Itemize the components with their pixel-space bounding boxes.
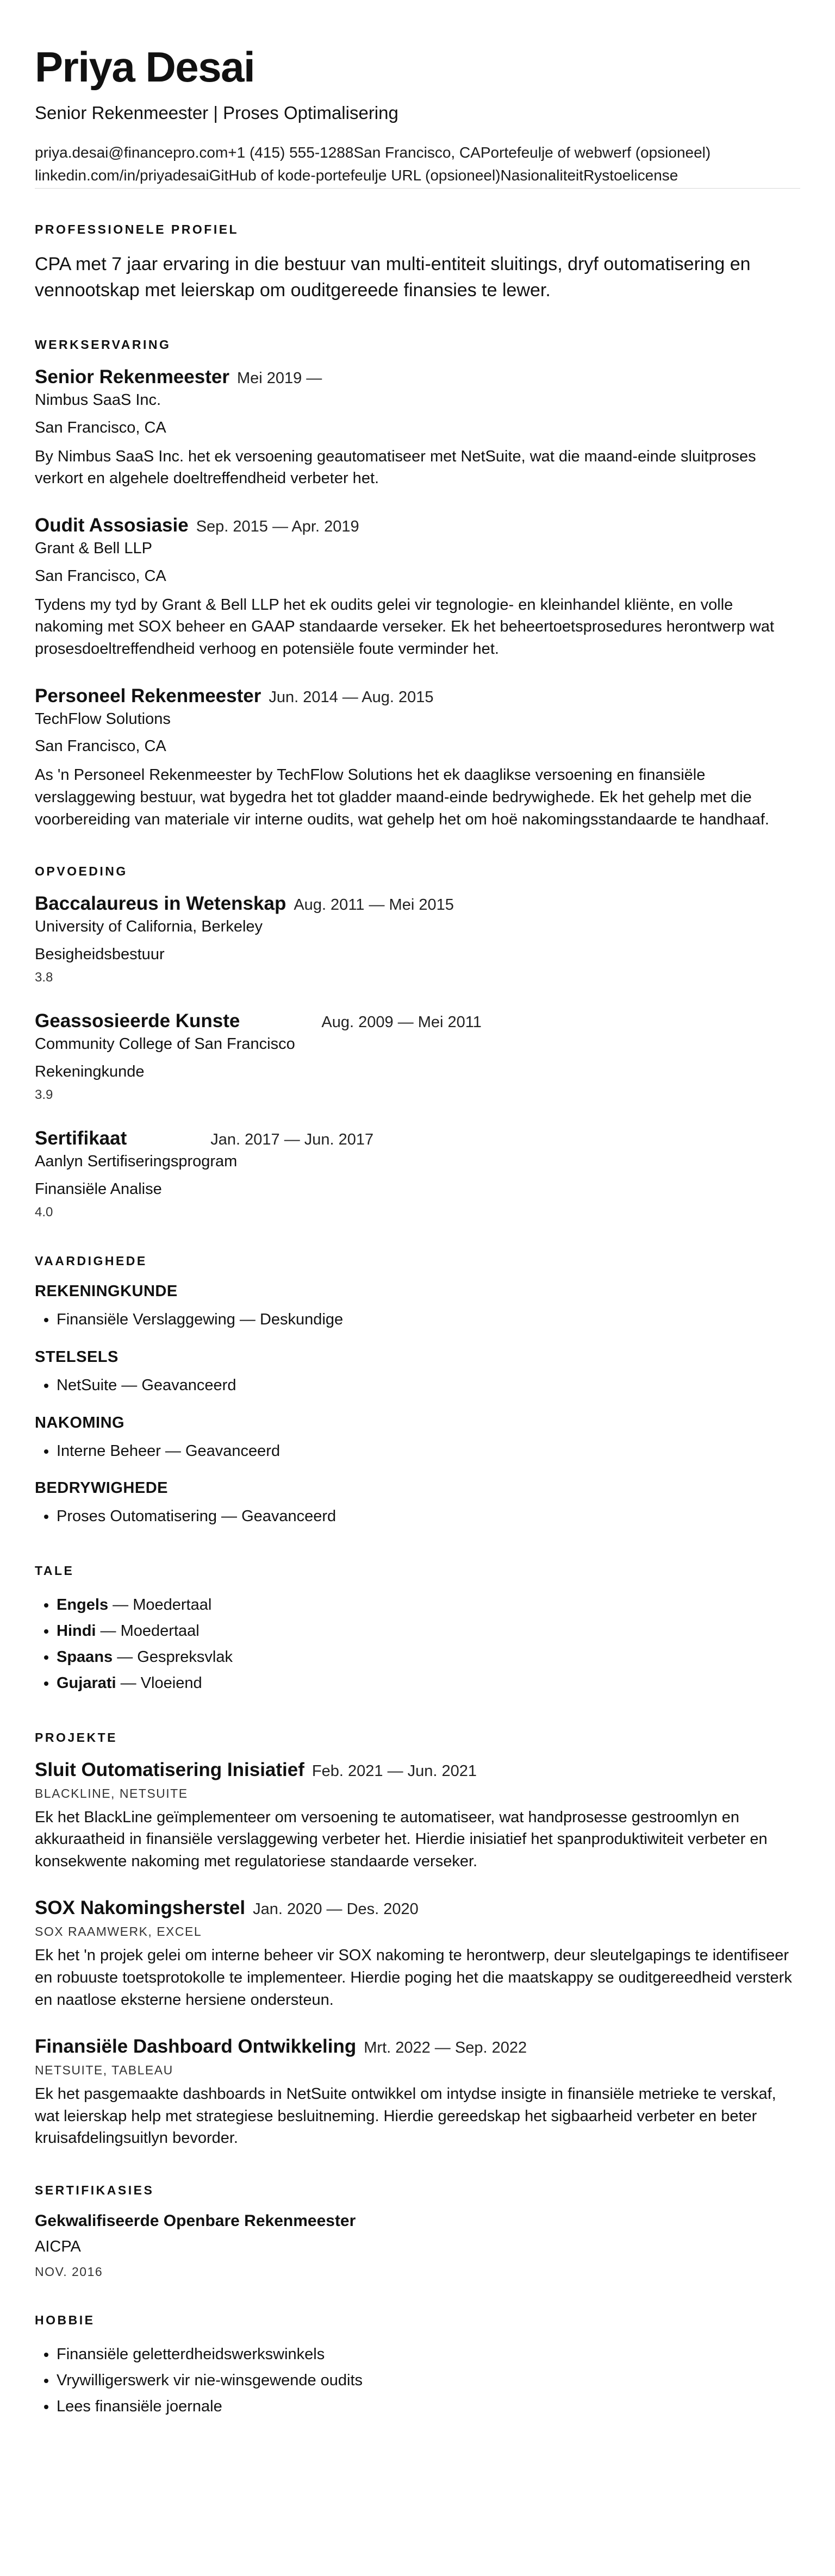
contact-website[interactable]: Portefeulje of webwerf (opsioneel) (480, 143, 711, 161)
contact-location: San Francisco, CA (353, 143, 481, 161)
job-title: Senior Rekenmeester (35, 366, 229, 387)
job-dates: Sep. 2015 — Apr. 2019 (196, 517, 359, 535)
project-description: Ek het 'n projek gelei om interne beheer vir SOX nakoming te herontwerp, deur sleutelgapings te identifiseer en robuuste toetsprotokolle te implementeer. Hierdie poging het die maatskappy se ouditgereedheid versterk en naatlose eksterne hersiene ondersteun. (35, 1947, 792, 2009)
gpa-value: 3.9 (35, 1087, 53, 1102)
hobbies-heading: HOBBIE (35, 2312, 95, 2327)
contact-nationality: Nasionaliteit (500, 166, 584, 184)
study-field: Besigheidsbestuur (35, 946, 165, 964)
contact-line-2 (35, 164, 800, 187)
languages-heading: TALE (35, 1564, 74, 1578)
job-dates: Mei 2019 — (236, 369, 322, 387)
school-name: Aanlyn Sertifiseringsprogram (35, 1152, 238, 1170)
hobby-item: • Vrywilligerswerk vir nie-winsgewende oudits (57, 2368, 800, 2394)
project-description: Ek het pasgemaakte dashboards in NetSuite ontwikkel om intydse insigte in finansiële metrieke te verskaf, wat leierskap help met strategiese besluitneming. Hierdie gereedskap het sigbaarheid verbeter en beter kruisafdelingsuitlyn bevorder. (35, 2085, 776, 2147)
degree-dates: Jan. 2017 — Jun. 2017 (210, 1130, 374, 1148)
job-company: Nimbus SaaS Inc. (35, 391, 161, 409)
contact-line-1 (35, 141, 800, 164)
candidate-name: Priya Desai (35, 43, 255, 91)
language-item (57, 1618, 800, 1645)
certifications-heading: SERTIFIKASIES (35, 2183, 154, 2197)
education-entry (35, 1010, 800, 1103)
project-title: Sluit Outomatisering Inisiatief (35, 1759, 304, 1780)
skill-item: • Interne Beheer — Geavanceerd (57, 1439, 800, 1465)
language-item (57, 1645, 800, 1671)
education-entry (35, 893, 800, 985)
resume-header (35, 43, 800, 189)
project-entry (35, 1759, 800, 1873)
experience-entry (35, 515, 800, 660)
skill-group (35, 1414, 800, 1465)
job-location: San Francisco, CA (35, 737, 166, 755)
degree-title: Geassosieerde Kunste (35, 1010, 240, 1032)
gpa-value: 3.8 (35, 970, 53, 985)
skill-item: • NetSuite — Geavanceerd (57, 1373, 800, 1399)
language-name: Engels (57, 1596, 109, 1614)
job-location: San Francisco, CA (35, 418, 166, 436)
project-entry (35, 1897, 800, 2011)
skill-item: • Proses Outomatisering — Geavanceerd (57, 1504, 800, 1530)
language-level: — Moedertaal (96, 1622, 200, 1640)
skills-heading: VAARDIGHEDE (35, 1253, 147, 1268)
job-company: TechFlow Solutions (35, 710, 171, 728)
certification-issuer: AICPA (35, 2237, 81, 2255)
job-company: Grant & Bell LLP (35, 539, 152, 557)
skill-category: NAKOMING (35, 1414, 125, 1431)
language-level: — Vloeiend (116, 1674, 202, 1692)
language-name: Spaans (57, 1648, 113, 1666)
experience-section (35, 337, 800, 830)
contact-linkedin[interactable]: linkedin.com/in/priyadesai (35, 166, 209, 184)
degree-title: Sertifikaat (35, 1127, 127, 1149)
hobbies-section (35, 2313, 800, 2420)
hobby-item: • Finansiële geletterdheidswerkswinkels (57, 2342, 800, 2368)
project-tools: SOX RAAMWERK, EXCEL (35, 1924, 202, 1939)
experience-entry (35, 366, 800, 490)
languages-list (35, 1592, 800, 1696)
project-tools: NETSUITE, TABLEAU (35, 2063, 173, 2078)
education-entry (35, 1128, 800, 1220)
contact-license: Rystoelicense (583, 166, 678, 184)
projects-heading: PROJEKTE (35, 1730, 117, 1745)
skill-item: • Finansiële Verslaggewing — Deskundige (57, 1307, 800, 1333)
skills-section (35, 1254, 800, 1530)
profile-section (35, 222, 800, 304)
certification-title: Gekwalifiseerde Openbare Rekenmeester (35, 2211, 356, 2230)
project-dates: Feb. 2021 — Jun. 2021 (311, 1762, 477, 1780)
contact-github[interactable]: GitHub of kode-portefeulje URL (opsioneel) (209, 166, 501, 184)
hobbies-list (35, 2342, 800, 2420)
profile-summary: CPA met 7 jaar ervaring in die bestuur van multi-entiteit sluitings, dryf outomatisering en vennootskap met leierskap om ouditgereede finansies te lewer. (35, 253, 751, 301)
project-dates: Mrt. 2022 — Sep. 2022 (364, 2039, 527, 2057)
education-section (35, 864, 800, 1220)
language-item (57, 1671, 800, 1697)
skill-group (35, 1348, 800, 1399)
certifications-section (35, 2183, 800, 2279)
project-title: SOX Nakomingsherstel (35, 1897, 246, 1919)
project-dates: Jan. 2020 — Des. 2020 (253, 1900, 419, 1918)
skill-group (35, 1479, 800, 1530)
skill-category: BEDRYWIGHEDE (35, 1479, 168, 1497)
skill-group (35, 1283, 800, 1333)
language-name: Gujarati (57, 1674, 116, 1692)
study-field: Rekeningkunde (35, 1063, 145, 1080)
hobby-item: • Lees finansiële joernale (57, 2394, 800, 2420)
study-field: Finansiële Analise (35, 1180, 162, 1198)
contact-email[interactable]: priya.desai@financepro.com (35, 143, 228, 161)
degree-dates: Aug. 2009 — Mei 2011 (321, 1014, 482, 1031)
project-title: Finansiële Dashboard Ontwikkeling (35, 2036, 357, 2058)
job-location: San Francisco, CA (35, 567, 166, 585)
certification-date: NOV. 2016 (35, 2264, 103, 2279)
school-name: Community College of San Francisco (35, 1035, 295, 1053)
project-tools: BLACKLINE, NETSUITE (35, 1786, 188, 1800)
language-level: — Gespreksvlak (113, 1648, 233, 1666)
skill-category: STELSELS (35, 1348, 119, 1366)
profile-heading: PROFESSIONELE PROFIEL (35, 222, 239, 236)
languages-section (35, 1564, 800, 1696)
job-title: Oudit Assosiasie (35, 514, 189, 536)
job-dates: Jun. 2014 — Aug. 2015 (269, 688, 434, 706)
job-description: As 'n Personeel Rekenmeester by TechFlow Solutions het ek daaglikse versoening en finansiële verslaggewing bestuur, wat bygedra het tot gladder maand-einde bedrywighede. Ek het gehelp met die voorbereiding van materiale vir interne oudits, wat gehelp het om hoë nakomingsstandaarde te handhaaf. (35, 766, 769, 828)
job-description: By Nimbus SaaS Inc. het ek versoening geautomatiseer met NetSuite, wat die maand-einde sluitproses verkort en algehele doeltreffendheid verbeter het. (35, 447, 756, 487)
project-entry (35, 2036, 800, 2149)
gpa-value: 4.0 (35, 1204, 53, 1220)
candidate-title: Senior Rekenmeester | Proses Optimalisering (35, 103, 398, 123)
experience-entry (35, 685, 800, 831)
job-description: Tydens my tyd by Grant & Bell LLP het ek oudits gelei vir tegnologie- en kleinhandel kliënte, en volle nakoming met SOX beheer en GAAP standaarde verseker. Ek het beheertoetsprosedures herontwerp wat prosesdoeltreffendheid verhoog en potensiële foute verminder het. (35, 596, 775, 658)
language-level: — Moedertaal (108, 1596, 212, 1614)
education-heading: OPVOEDING (35, 864, 128, 879)
header-divider (35, 188, 800, 189)
certification-entry (35, 2212, 800, 2279)
school-name: University of California, Berkeley (35, 918, 263, 936)
projects-section (35, 1730, 800, 2149)
language-item (57, 1592, 800, 1618)
job-title: Personeel Rekenmeester (35, 685, 261, 706)
experience-heading: WERKSERVARING (35, 337, 171, 352)
contact-phone[interactable]: +1 (415) 555-1288 (228, 143, 354, 161)
degree-title: Baccalaureus in Wetenskap (35, 893, 286, 915)
project-description: Ek het BlackLine geïmplementeer om versoening te automatiseer, wat handprosesse gestroomlyn en akkuraatheid in finansiële verslaggewing verbeter het. Hierdie inisiatief het spanproduktiwiteit verbeter en konsekwente nakoming met regulatoriese standaarde verseker. (35, 1808, 768, 1870)
language-name: Hindi (57, 1622, 96, 1640)
degree-dates: Aug. 2011 — Mei 2015 (294, 896, 454, 914)
skill-category: REKENINGKUNDE (35, 1282, 178, 1300)
